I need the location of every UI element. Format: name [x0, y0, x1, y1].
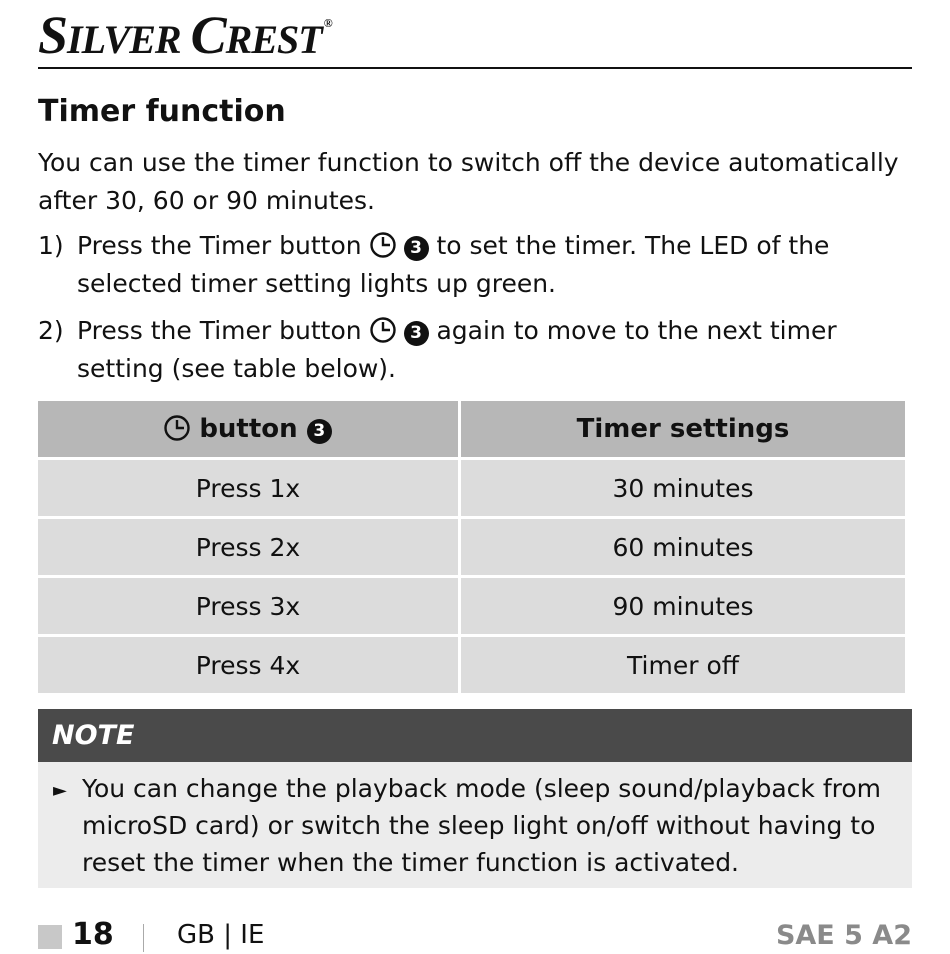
- header-timer-settings: Timer settings: [461, 401, 905, 457]
- press-cell: Press 1x: [38, 460, 458, 516]
- setting-cell: 90 minutes: [461, 578, 905, 634]
- intro-paragraph: You can use the timer function to switch off the device automatically after 30, 60 or 90 minutes.: [38, 148, 899, 215]
- setting-cell: Timer off: [461, 637, 905, 693]
- press-cell: Press 4x: [38, 637, 458, 693]
- step-number: 1): [38, 231, 64, 260]
- footer-divider: [143, 924, 144, 952]
- number-badge: 3: [307, 419, 332, 444]
- setting-cell: 30 minutes: [461, 460, 905, 516]
- step-1: 1) Press the Timer button 3 to set the timer. The LED of the selected timer setting lights up green.: [38, 227, 908, 303]
- table-row: [38, 460, 905, 516]
- clock-icon: [370, 317, 396, 343]
- step-number: 2): [38, 316, 64, 345]
- table-header-row: [38, 401, 905, 457]
- number-badge: 3: [404, 236, 429, 261]
- table-row: [38, 637, 905, 693]
- clock-icon: [164, 415, 190, 441]
- clock-icon: [370, 232, 396, 258]
- header-button-column: button 3: [38, 401, 458, 457]
- header-rule: [38, 67, 912, 69]
- step-2: 2) Press the Timer button 3 again to move to the next timer setting (see table below).: [38, 312, 908, 388]
- footer-square-icon: [38, 925, 62, 949]
- press-cell: Press 3x: [38, 578, 458, 634]
- note-heading: NOTE: [52, 720, 135, 751]
- table-row: [38, 578, 905, 634]
- language-codes: GB | IE: [177, 920, 265, 950]
- bullet-arrow-icon: ►: [53, 780, 67, 801]
- brand-logo: SILVER CREST ®: [38, 5, 332, 65]
- note-header: [38, 709, 912, 762]
- note-body: [38, 762, 912, 888]
- note-text: You can change the playback mode (sleep sound/playback from microSD card) or switch the sleep light on/off without having to reset the timer when the timer function is activated.: [82, 774, 882, 877]
- model-number: SAE 5 A2: [775, 920, 912, 951]
- setting-cell: 60 minutes: [461, 519, 905, 575]
- table-row: [38, 519, 905, 575]
- press-cell: Press 2x: [38, 519, 458, 575]
- section-title: Timer function: [38, 94, 286, 129]
- page-number: 18: [72, 917, 114, 952]
- number-badge: 3: [404, 321, 429, 346]
- timer-settings-table: [35, 398, 908, 696]
